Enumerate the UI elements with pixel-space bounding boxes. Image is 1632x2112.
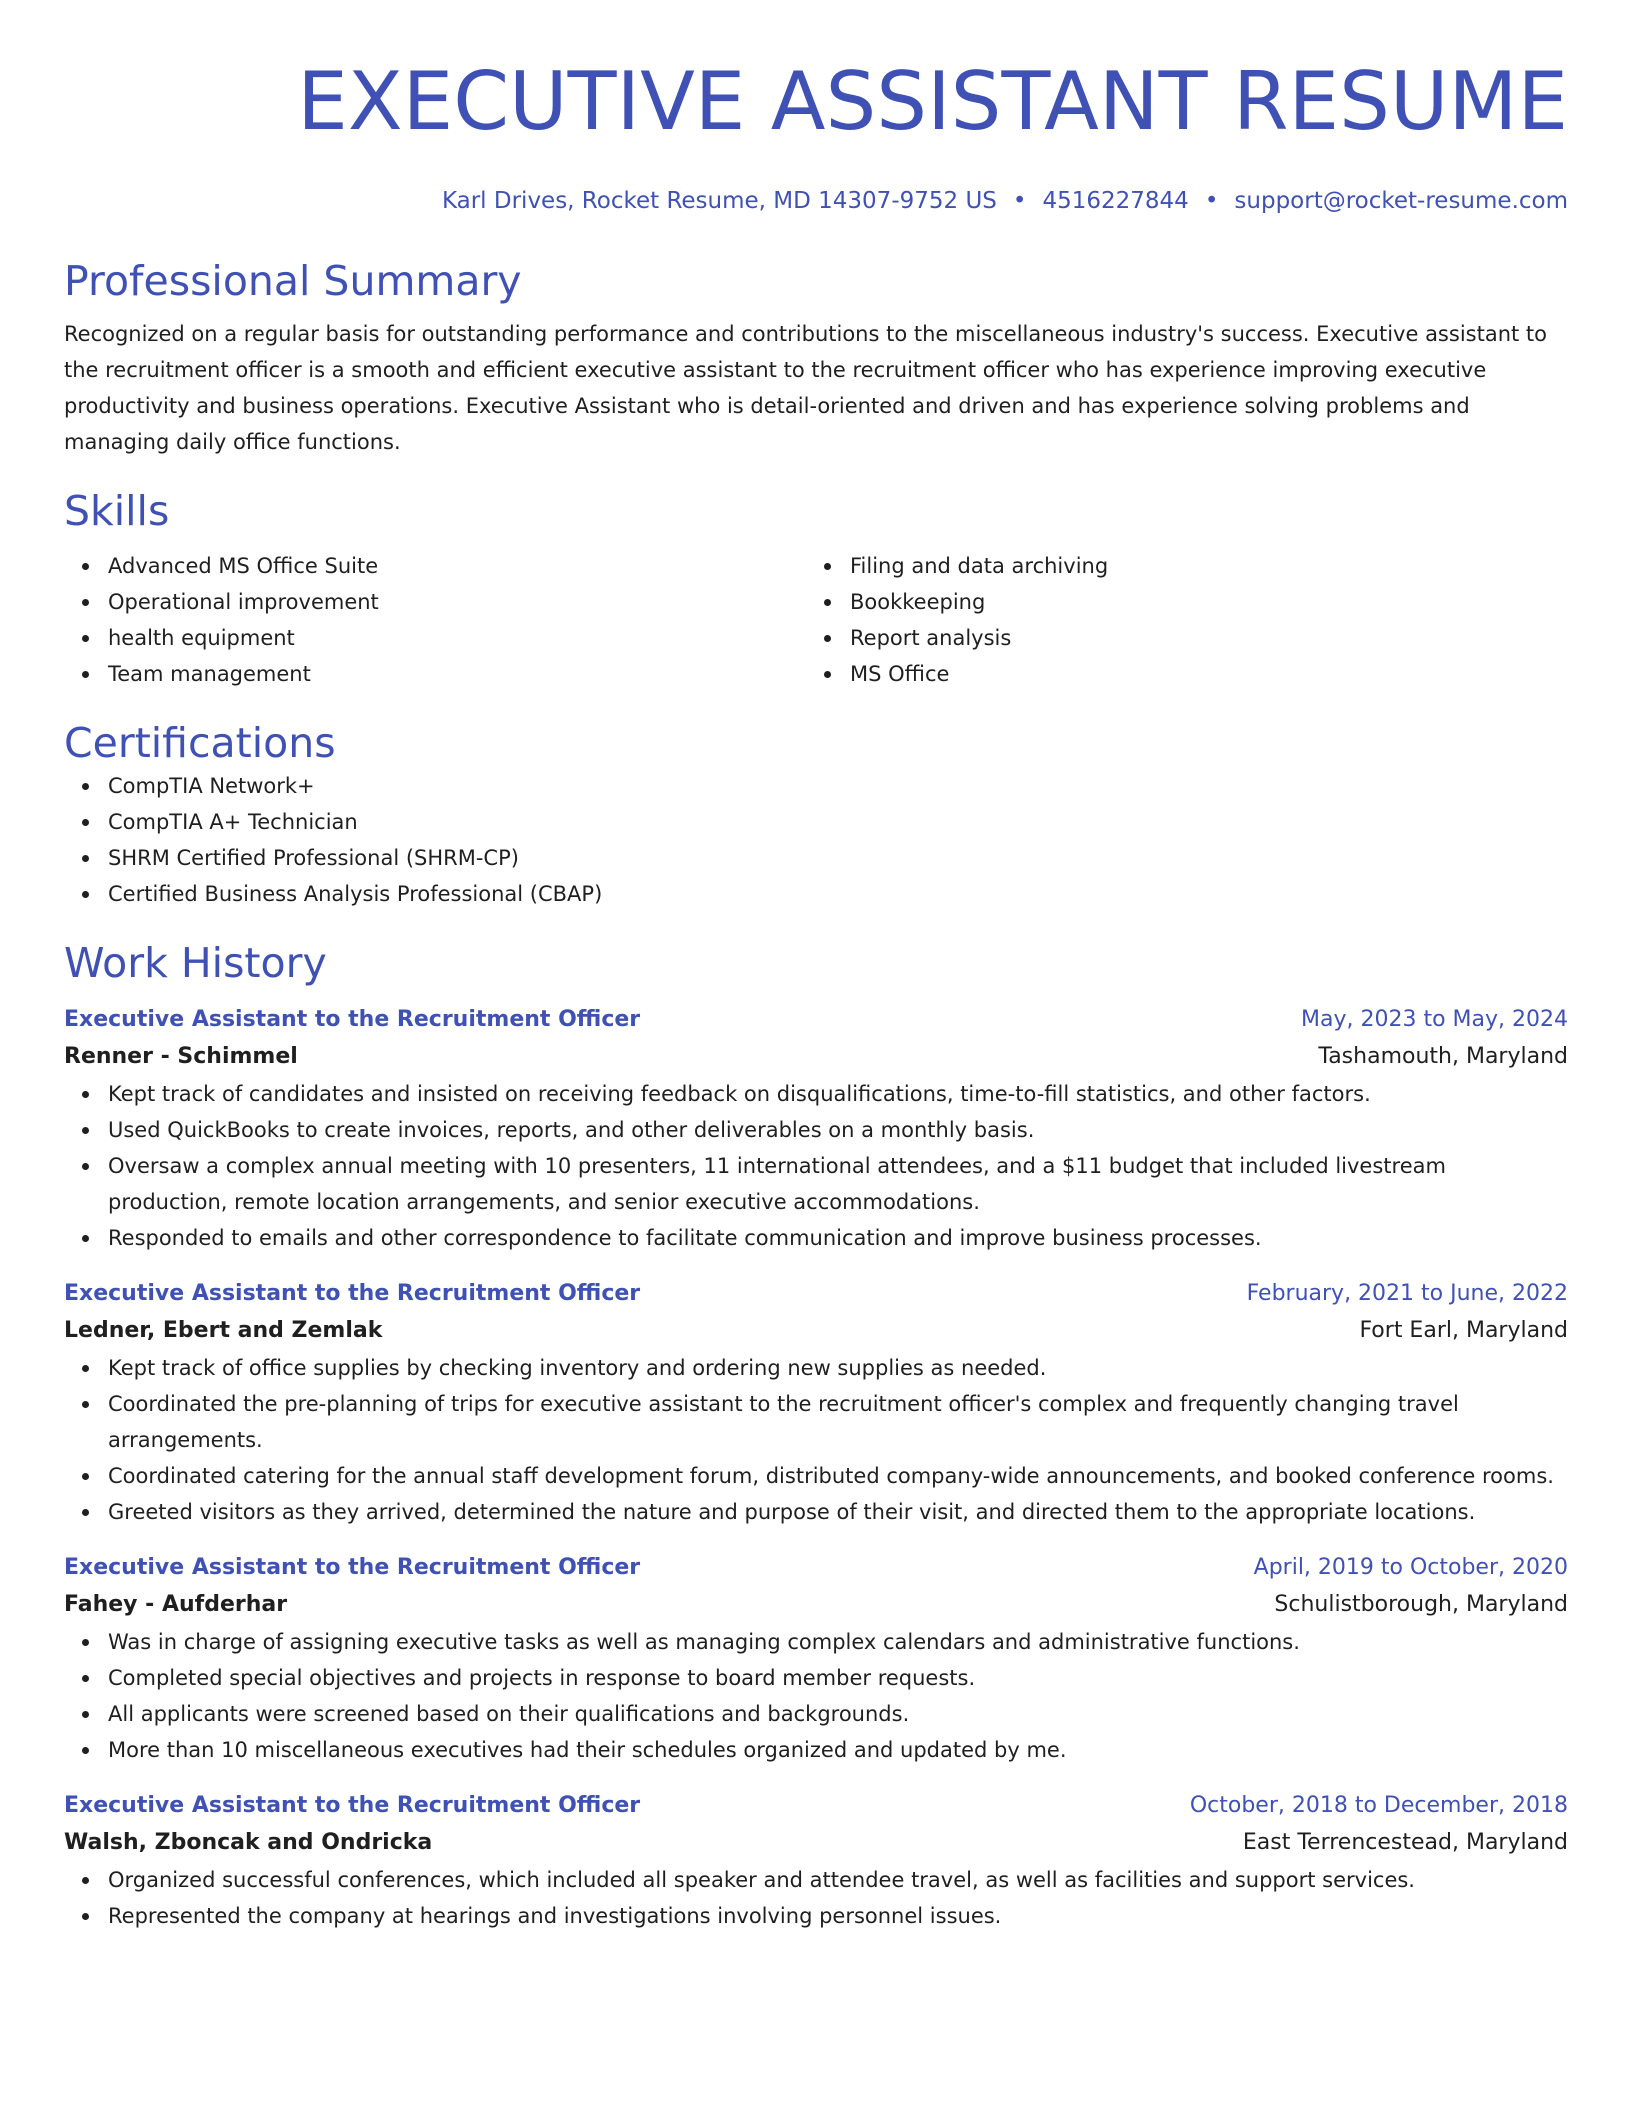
job-location: Fort Earl, Maryland: [1359, 1318, 1568, 1343]
contact-separator: •: [1012, 188, 1027, 214]
skills-column-right: [806, 548, 1548, 692]
job-entry: [64, 1002, 1568, 1256]
job-duty: Completed special objectives and projects in response to board member requests.: [108, 1660, 1568, 1696]
job-company: Renner - Schimmel: [64, 1044, 298, 1069]
job-dates: October, 2018 to December, 2018: [1189, 1793, 1568, 1818]
job-duty: Used QuickBooks to create invoices, reports, and other deliverables on a monthly basis.: [108, 1112, 1568, 1148]
skill-item: health equipment: [108, 620, 806, 656]
job-company: Fahey - Aufderhar: [64, 1592, 288, 1617]
job-duties: [64, 1350, 1568, 1530]
job-duty: Was in charge of assigning executive tasks as well as managing complex calendars and administrative functions.: [108, 1624, 1568, 1660]
job-location: Tashamouth, Maryland: [1318, 1044, 1568, 1069]
job-duty: Greeted visitors as they arrived, determined the nature and purpose of their visit, and directed them to the appropriate locations.: [108, 1494, 1568, 1530]
job-company: Ledner, Ebert and Zemlak: [64, 1318, 383, 1343]
job-duty: Oversaw a complex annual meeting with 10 presenters, 11 international attendees, and a $11 budget that included livestream production, remote location arrangements, and senior executive accommodations.: [108, 1148, 1568, 1220]
job-duty: Coordinated the pre-planning of trips for executive assistant to the recruitment officer's complex and frequently changing travel arrangements.: [108, 1386, 1568, 1458]
contact-separator: •: [1204, 188, 1219, 214]
job-duty: Coordinated catering for the annual staff development forum, distributed company-wide announcements, and booked conference rooms.: [108, 1458, 1568, 1494]
work-history-heading: Work History: [64, 939, 327, 987]
skills-column-left: [64, 548, 806, 692]
job-entry: [64, 1788, 1568, 1934]
job-entry: [64, 1550, 1568, 1768]
job-dates: May, 2023 to May, 2024: [1301, 1007, 1568, 1032]
job-duty: Kept track of candidates and insisted on receiving feedback on disqualifications, time-to-fill statistics, and other factors.: [108, 1076, 1568, 1112]
certification-item: SHRM Certified Professional (SHRM-CP): [108, 840, 1568, 876]
certifications-heading: Certifications: [64, 719, 336, 767]
certifications-list: [64, 768, 1568, 912]
skill-item: Filing and data archiving: [850, 548, 1548, 584]
contact-address: Karl Drives, Rocket Resume, MD 14307-9752 US: [441, 188, 997, 214]
job-entry: [64, 1276, 1568, 1530]
job-duties: [64, 1862, 1568, 1934]
skill-item: MS Office: [850, 656, 1548, 692]
job-duties: [64, 1624, 1568, 1768]
job-title: Executive Assistant to the Recruitment Officer: [64, 1555, 641, 1580]
certification-item: CompTIA A+ Technician: [108, 804, 1568, 840]
certification-item: CompTIA Network+: [108, 768, 1568, 804]
skill-item: Report analysis: [850, 620, 1548, 656]
job-duty: Represented the company at hearings and investigations involving personnel issues.: [108, 1898, 1568, 1934]
job-title: Executive Assistant to the Recruitment Officer: [64, 1281, 641, 1306]
summary-heading: Professional Summary: [64, 257, 522, 305]
job-duty: Kept track of office supplies by checking inventory and ordering new supplies as needed.: [108, 1350, 1568, 1386]
contact-email: support@rocket-resume.com: [1234, 188, 1568, 214]
summary-text: Recognized on a regular basis for outstanding performance and contributions to the miscellaneous industry's success. Executive assistant to the recruitment officer is a smooth and efficient executive assistant to the recruitment officer who has experience improving executive productivity and business operations. Executive Assistant who is detail-oriented and driven and has experience solving problems and managing daily office functions.: [64, 322, 1547, 454]
skill-item: Operational improvement: [108, 584, 806, 620]
job-dates: April, 2019 to October, 2020: [1253, 1555, 1568, 1580]
resume-title: EXECUTIVE ASSISTANT RESUME: [297, 55, 1568, 148]
skill-item: Bookkeeping: [850, 584, 1548, 620]
skill-item: Advanced MS Office Suite: [108, 548, 806, 584]
certification-item: Certified Business Analysis Professional (CBAP): [108, 876, 1568, 912]
job-dates: February, 2021 to June, 2022: [1246, 1281, 1568, 1306]
job-company: Walsh, Zboncak and Ondricka: [64, 1830, 433, 1855]
job-title: Executive Assistant to the Recruitment Officer: [64, 1793, 641, 1818]
job-location: Schulistborough, Maryland: [1274, 1592, 1568, 1617]
contact-line: [64, 186, 1568, 216]
job-duty: Organized successful conferences, which included all speaker and attendee travel, as well as facilities and support services.: [108, 1862, 1568, 1898]
skill-item: Team management: [108, 656, 806, 692]
job-duty: All applicants were screened based on their qualifications and backgrounds.: [108, 1696, 1568, 1732]
skills-heading: Skills: [64, 487, 170, 535]
contact-phone: 4516227844: [1042, 188, 1189, 214]
skills-list: [64, 548, 1568, 692]
job-duty: Responded to emails and other correspondence to facilitate communication and improve business processes.: [108, 1220, 1568, 1256]
job-location: East Terrencestead, Maryland: [1242, 1830, 1568, 1855]
job-duties: [64, 1076, 1568, 1256]
job-title: Executive Assistant to the Recruitment Officer: [64, 1007, 641, 1032]
job-duty: More than 10 miscellaneous executives had their schedules organized and updated by me.: [108, 1732, 1568, 1768]
